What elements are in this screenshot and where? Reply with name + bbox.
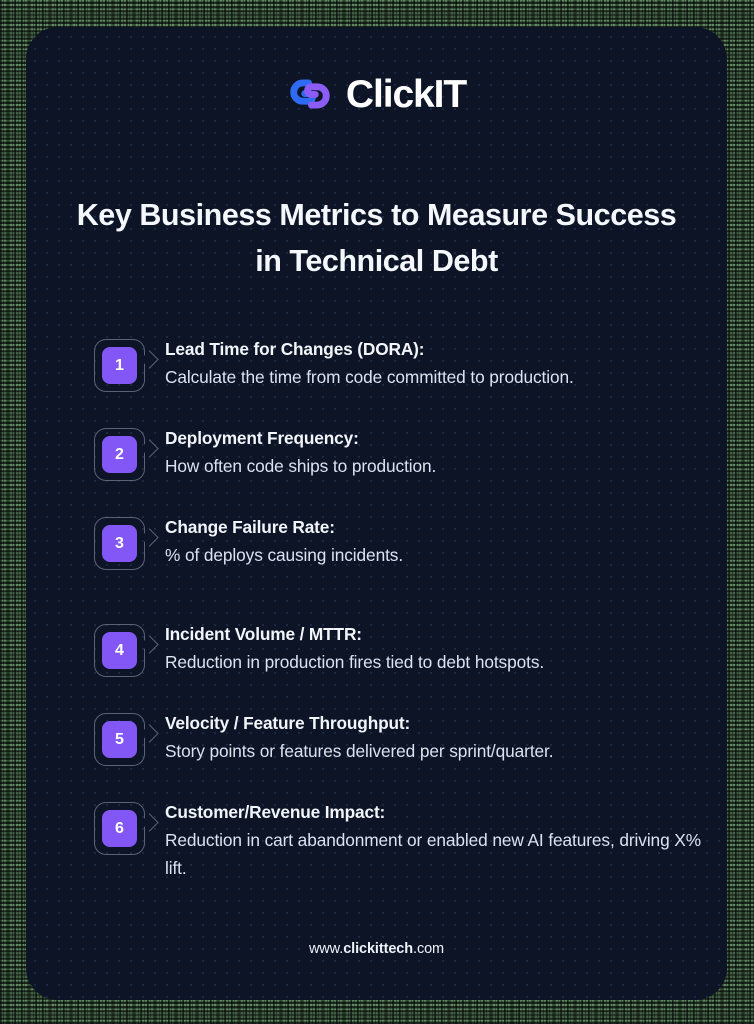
item-number-badge [94,624,145,677]
footer-url-prefix: www. [308,941,344,957]
item-body: How often code ships to production. [165,456,437,477]
item-text [165,701,704,765]
badge-number: 5 [102,721,137,758]
brand-logo [26,71,727,117]
brand-wordmark: ClickIT [345,72,467,116]
list-item [94,327,704,392]
item-heading: Deployment Frequency: [165,428,359,448]
list-item [94,416,704,481]
page-title: Key Business Metrics to Measure Success in Technical Debt [76,198,677,278]
item-number-badge [94,713,145,766]
list-item [94,701,704,766]
item-body: Story points or features delivered per sprint/quarter. [165,741,554,762]
badge-number: 4 [102,632,137,669]
item-number-badge [94,802,145,855]
badge-number: 1 [102,347,137,384]
item-heading: Customer/Revenue Impact: [165,802,386,822]
item-text [165,790,704,882]
list-item [94,612,704,677]
metrics-list [94,327,704,906]
item-body: Reduction in production fires tied to debt hotspots. [165,652,545,673]
item-number-badge [94,517,145,570]
item-text [165,612,704,676]
list-item [94,505,704,570]
badge-number: 3 [102,525,137,562]
chain-link-icon [287,71,333,117]
item-body: Calculate the time from code committed to production. [165,367,574,388]
item-text [165,505,704,569]
item-number-badge [94,339,145,392]
item-heading: Incident Volume / MTTR: [165,624,362,644]
item-body: % of deploys causing incidents. [165,545,404,566]
item-heading: Change Failure Rate: [165,517,335,537]
list-item [94,790,704,882]
footer-url-domain: clickittech [343,941,414,957]
footer-url-suffix: .com [413,941,445,957]
infographic-card [26,27,727,1000]
badge-number: 2 [102,436,137,473]
footer-url [26,941,727,957]
badge-number: 6 [102,810,137,847]
item-text [165,416,704,480]
item-heading: Lead Time for Changes (DORA): [165,339,425,359]
item-heading: Velocity / Feature Throughput: [165,713,411,733]
item-number-badge [94,428,145,481]
item-text [165,327,704,391]
item-body: Reduction in cart abandonment or enabled new AI features, driving X% lift. [165,830,701,879]
